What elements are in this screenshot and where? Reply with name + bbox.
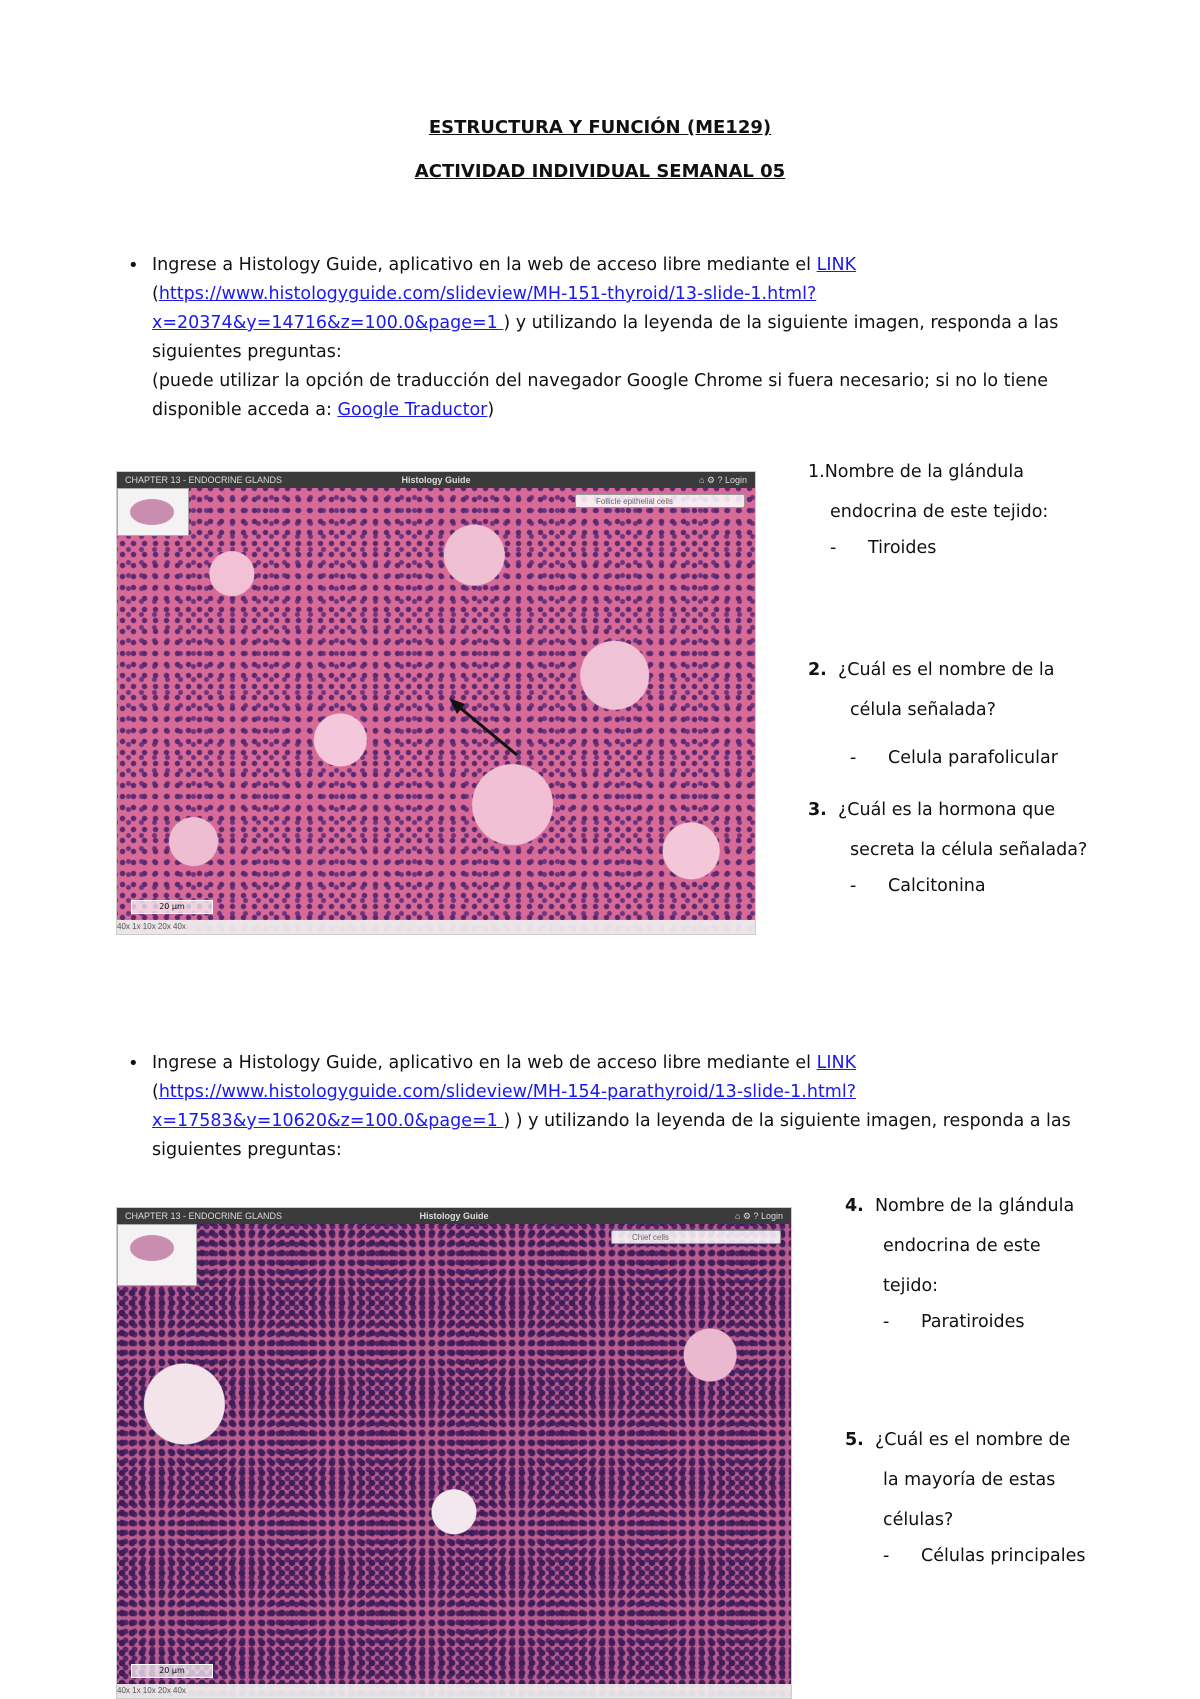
section2-intro: • Ingrese a Histology Guide, aplicativo en la web de acceso libre mediante el LINK (https://www.histologyguide.com/slideview/MH-154-parathyroid/13-slide-1.html? x=17583&y=10620&z=100.0&page=1 ) ) y utilizando la leyenda de la siguiente imagen, responda a las siguientes preguntas: [152, 1049, 1112, 1165]
course-title: ESTRUCTURA Y FUNCIÓN (ME129) [428, 117, 772, 138]
question-4: 4. Nombre de la glándula endocrina de este tejido: - Paratiroides [845, 1196, 1075, 1332]
questions-2 [845, 1186, 1115, 1566]
intro-text: Ingrese a Histology Guide, aplicativo en la web de acceso libre mediante el [152, 1053, 817, 1073]
parathyroid-micrograph [116, 1207, 792, 1699]
viewer-toolbar: CHAPTER 13 - ENDOCRINE GLANDS Histology Guide ⌂ ⚙ ? Login [117, 472, 755, 488]
intro-suffix: ) y utilizando la leyenda de la siguiente imagen, responda a las siguientes preguntas: [152, 313, 1059, 362]
question-5: 5. ¿Cuál es el nombre de la mayoría de estas células? - Células principales [845, 1430, 1086, 1566]
answer-3: Calcitonina [888, 876, 986, 896]
question-1: 1.Nombre de la glándula endocrina de este tejido: - Tiroides [808, 462, 1049, 558]
url-link[interactable]: https://www.histologyguide.com/slideview/MH-154-parathyroid/13-slide-1.html? x=17583&y=10620&z=100.0&page=1 [152, 1082, 856, 1131]
answer-1: Tiroides [868, 538, 937, 558]
question-3: 3. ¿Cuál es la hormona que secreta la célula señalada? - Calcitonina [808, 800, 1088, 896]
link[interactable]: LINK [816, 255, 857, 275]
bullet-icon: • [128, 255, 139, 276]
link[interactable]: LINK [816, 1053, 857, 1073]
google-translate-link[interactable]: Google Traductor [337, 400, 488, 420]
section1-intro: • Ingrese a Histology Guide, aplicativo en la web de acceso libre mediante el LINK (https://www.histologyguide.com/slideview/MH-151-thyroid/13-slide-1.html? x=20374&y=14716&z=100.0&page=1 ) y utilizando la leyenda de la siguiente imagen, responda a las siguientes preguntas: (puede utilizar la opción de traducción del navegador Google Chrome si fuera necesario; si no lo tiene disponible acceda a: Google Traductor) [152, 251, 1112, 425]
activity-title: ACTIVIDAD INDIVIDUAL SEMANAL 05 [414, 161, 786, 182]
questions-1 [808, 452, 1108, 896]
translate-note: (puede utilizar la opción de traducción del navegador Google Chrome si fuera necesario; si no lo tiene disponible acceda a: Google Traductor) [152, 371, 1048, 420]
intro-suffix: ) ) y utilizando la leyenda de la siguiente imagen, responda a las siguientes preguntas: [152, 1111, 1071, 1160]
viewer-search[interactable]: Chief cells [611, 1230, 781, 1244]
viewer-toolbar: CHAPTER 13 - ENDOCRINE GLANDS Histology Guide ⌂ ⚙ ? Login [117, 1208, 791, 1224]
intro-text: Ingrese a Histology Guide, aplicativo en la web de acceso libre mediante el [152, 255, 817, 275]
url-link[interactable]: https://www.histologyguide.com/slideview/MH-151-thyroid/13-slide-1.html? x=20374&y=14716&z=100.0&page=1 [152, 284, 817, 333]
answer-2: Celula parafolicular [888, 748, 1058, 768]
question-2: 2. ¿Cuál es el nombre de la célula señalada? - Celula parafolicular [808, 660, 1058, 768]
viewer-footer: 40x 1x 10x 20x 40x [117, 920, 755, 934]
arrow-icon [117, 472, 755, 934]
bullet-icon: • [128, 1053, 139, 1074]
thyroid-micrograph [116, 471, 756, 935]
viewer-search[interactable]: Follicle epithelial cells [575, 494, 745, 508]
slide-thumbnail[interactable] [117, 1224, 197, 1286]
scale-bar: 20 μm [131, 900, 213, 914]
answer-5: Células principales [921, 1546, 1086, 1566]
answer-4: Paratiroides [921, 1312, 1025, 1332]
scale-bar: 20 μm [131, 1664, 213, 1678]
viewer-footer: 40x 1x 10x 20x 40x [117, 1684, 791, 1698]
